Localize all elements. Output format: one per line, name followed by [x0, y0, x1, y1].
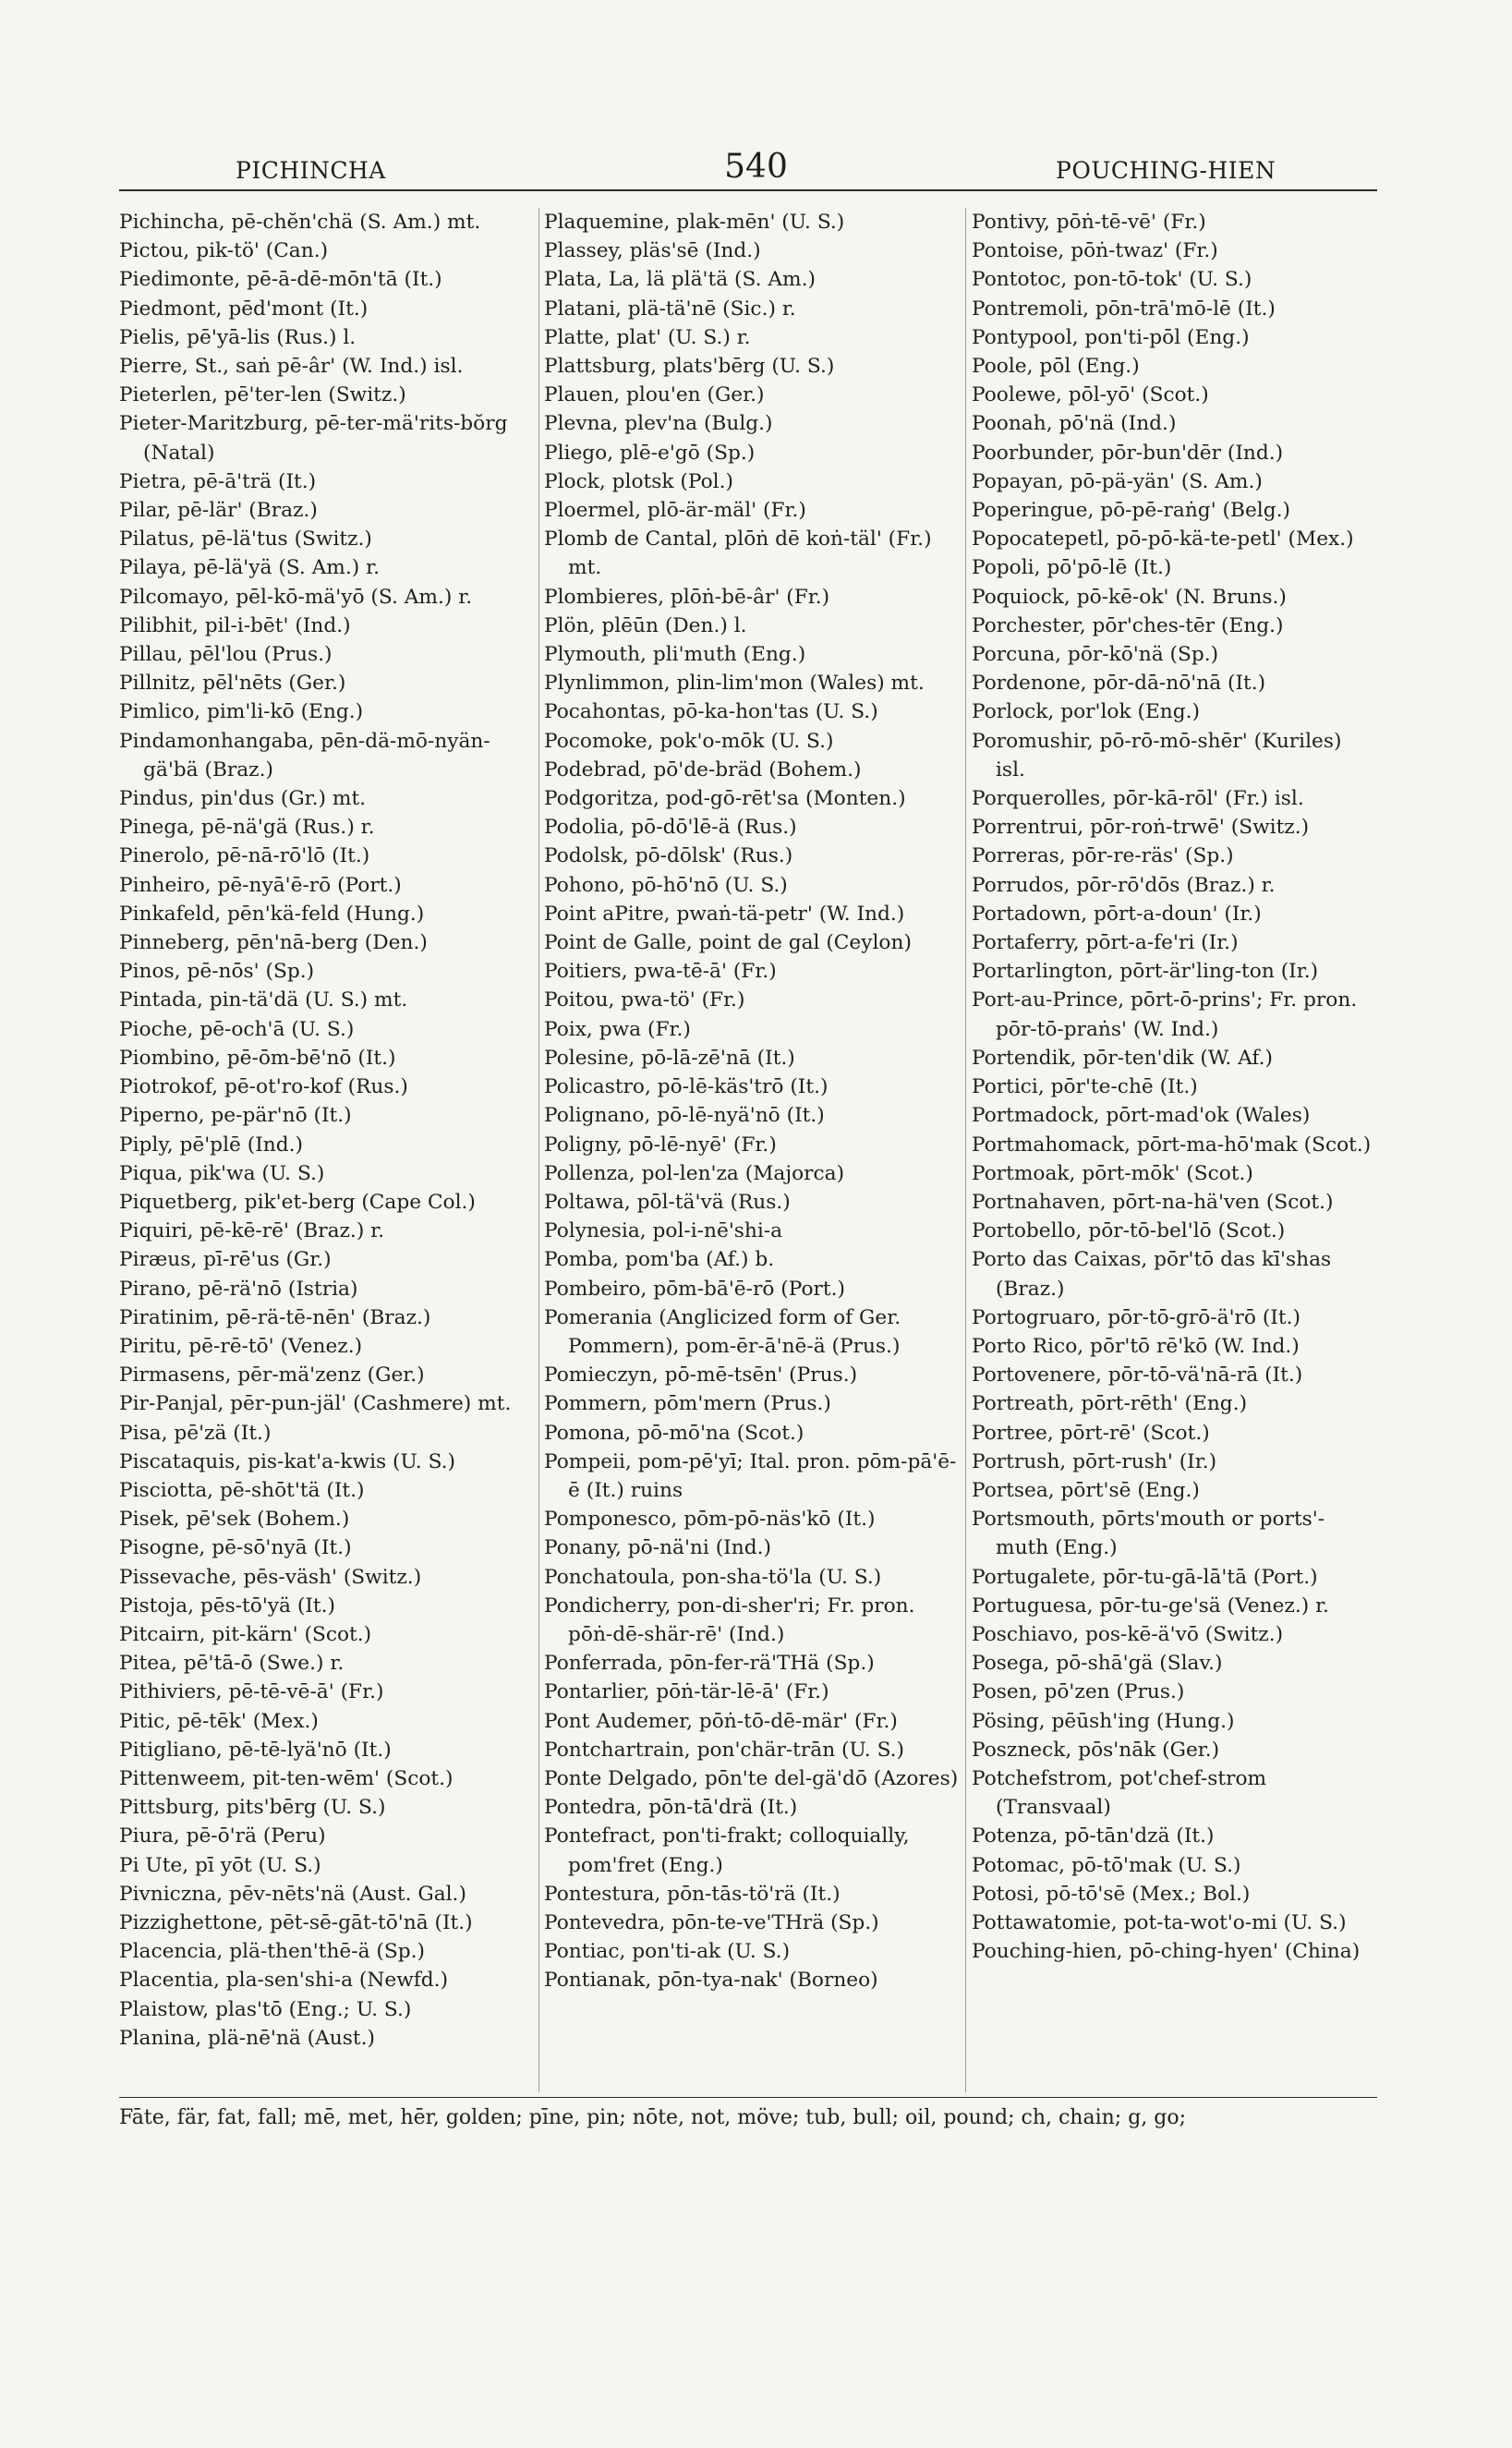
column-3 — [972, 208, 1375, 2092]
gazetteer-entry: Poitiers, pwa-tē-ā' (Fr.) — [544, 960, 777, 984]
gazetteer-entry: Portmahomack, pōrt-ma-hō'mak (Scot.) — [972, 1133, 1372, 1157]
gazetteer-entry: Portmadock, pōrt-mad'ok (Wales) — [972, 1104, 1311, 1128]
gazetteer-entry: Pintada, pin-tä'dä (U. S.) mt. — [119, 988, 408, 1012]
gazetteer-entry: Pillnitz, pēl'nēts (Ger.) — [119, 672, 346, 696]
gazetteer-entry: Pichincha, pē-chĕn'chä (S. Am.) mt. — [119, 211, 481, 234]
gazetteer-entry: Polignano, pō-lē-nyä'nō (It.) — [544, 1104, 825, 1128]
entry-columns — [119, 208, 1377, 2092]
gazetteer-entry: Pittsburg, pits'bērg (U. S.) — [119, 1796, 386, 1820]
gazetteer-entry: Poitou, pwa-tö' (Fr.) — [544, 988, 745, 1012]
gazetteer-entry: Pimlico, pim'li-kō (Eng.) — [119, 700, 364, 724]
gazetteer-entry: Pont Audemer, pōṅ-tō-dē-mär' (Fr.) — [544, 1709, 898, 1733]
gazetteer-entry: Pi Ute, pī yōt (U. S.) — [119, 1853, 321, 1877]
page-header — [0, 148, 1512, 194]
gazetteer-entry: Piura, pē-ō'rä (Peru) — [119, 1824, 326, 1848]
gazetteer-entry: Poschiavo, pos-kē-ä'vō (Switz.) — [972, 1622, 1284, 1646]
gazetteer-entry: Pietra, pē-ā'trä (It.) — [119, 469, 317, 493]
gazetteer-entry: Piscataquis, pis-kat'a-kwis (U. S.) — [119, 1449, 456, 1473]
gazetteer-entry: Pir-Panjal, pēr-pun-jäl' (Cashmere) mt. — [119, 1392, 512, 1416]
gazetteer-entry: Pirmasens, pēr-mä'zenz (Ger.) — [119, 1363, 425, 1388]
gazetteer-entry: Pissevache, pēs-väsh' (Switz.) — [119, 1565, 422, 1589]
gazetteer-entry: Pisogne, pē-sō'nyā (It.) — [119, 1536, 352, 1560]
gazetteer-entry: Poltawa, pōl-tä'vä (Rus.) — [544, 1190, 791, 1214]
gazetteer-entry: Pittenweem, pit-ten-wēm' (Scot.) — [119, 1766, 454, 1790]
gazetteer-entry: Ponany, pō-nä'ni (Ind.) — [544, 1536, 771, 1560]
gazetteer-entry: Pontianak, pōn-tya-nak' (Borneo) — [544, 1969, 878, 1993]
gazetteer-entry: Poquiock, pō-kē-ok' (N. Bruns.) — [972, 585, 1287, 609]
column-divider — [965, 208, 966, 2092]
gazetteer-entry: Ploermel, plō-är-mäl' (Fr.) — [544, 499, 806, 523]
gazetteer-entry: Porchester, pōr'ches-tēr (Eng.) — [972, 613, 1284, 637]
running-head-right: POUCHING-HIEN — [1056, 157, 1276, 184]
gazetteer-entry: Pisa, pē'zä (It.) — [119, 1421, 272, 1445]
gazetteer-entry: Porlock, por'lok (Eng.) — [972, 700, 1201, 724]
gazetteer-entry: Plön, plēūn (Den.) l. — [544, 613, 747, 637]
gazetteer-entry: Portsea, pōrt'sē (Eng.) — [972, 1478, 1200, 1502]
gazetteer-entry: Pommern, pōm'mern (Prus.) — [544, 1392, 831, 1416]
gazetteer-entry: Poszneck, pōs'nāk (Ger.) — [972, 1738, 1220, 1762]
page-number: 540 — [724, 148, 788, 186]
gazetteer-entry: Placencia, plä-then'thē-ä (Sp.) — [119, 1940, 425, 1964]
gazetteer-entry: Pösing, pēūsh'ing (Hung.) — [972, 1709, 1235, 1733]
gazetteer-entry: Pinheiro, pē-nyā'ē-rō (Port.) — [119, 873, 402, 897]
gazetteer-entry: Plaquemine, plak-mēn' (U. S.) — [544, 211, 845, 234]
gazetteer-entry: Potomac, pō-tō'mak (U. S.) — [972, 1853, 1241, 1877]
gazetteer-entry: Posega, pō-shā'gä (Slav.) — [972, 1652, 1223, 1676]
gazetteer-entry: Pohono, pō-hō'nō (U. S.) — [544, 873, 788, 897]
gazetteer-entry: Plaistow, plas'tō (Eng.; U. S.) — [119, 1997, 412, 2021]
gazetteer-entry: Pitea, pē'tā-ō (Swe.) r. — [119, 1652, 345, 1676]
gazetteer-entry: Ponchatoula, pon-sha-tö'la (U. S.) — [544, 1565, 882, 1589]
gazetteer-entry: Pinerolo, pē-nā-rō'lō (It.) — [119, 844, 370, 868]
gazetteer-entry: Pilar, pē-lär' (Braz.) — [119, 499, 318, 523]
gazetteer-entry: Portovenere, pōr-tō-vä'nā-rā (It.) — [972, 1363, 1303, 1388]
gazetteer-entry: Pillau, pēl'lou (Prus.) — [119, 643, 333, 667]
header-rule — [119, 189, 1377, 191]
gazetteer-entry: Piply, pē'plē (Ind.) — [119, 1133, 303, 1157]
gazetteer-entry: Plynlimmon, plin-lim'mon (Wales) mt. — [544, 672, 925, 696]
gazetteer-entry: Porrudos, pōr-rō'dōs (Braz.) r. — [972, 873, 1276, 897]
gazetteer-entry: Portrush, pōrt-rush' (Ir.) — [972, 1449, 1217, 1473]
gazetteer-entry: Potosi, pō-tō'sē (Mex.; Bol.) — [972, 1882, 1251, 1906]
gazetteer-entry: Podebrad, pō'de-bräd (Bohem.) — [544, 757, 862, 782]
gazetteer-entry: Plymouth, pli'muth (Eng.) — [544, 643, 806, 667]
gazetteer-entry: Piratinim, pē-rä-tē-nēn' (Braz.) — [119, 1305, 431, 1329]
gazetteer-entry: Pottawatomie, pot-ta-wot'o-mi (U. S.) — [972, 1910, 1347, 1934]
gazetteer-entry: Piqua, pik'wa (U. S.) — [119, 1161, 325, 1185]
gazetteer-entry: Portarlington, pōrt-är'ling-ton (Ir.) — [972, 960, 1319, 984]
pronunciation-key: Fāte, fär, fat, fall; mē, met, hēr, golden; pīne, pin; nōte, not, möve; tub, bull; oil, pound; ch, chain; g, go; — [119, 2106, 1187, 2129]
gazetteer-entry: Pierre, St., saṅ pē-âr' (W. Ind.) isl. — [119, 355, 464, 379]
gazetteer-entry: Pisciotta, pē-shōt'tä (It.) — [119, 1478, 365, 1502]
gazetteer-entry: Pistoja, pēs-tō'yä (It.) — [119, 1594, 335, 1618]
gazetteer-entry: Porquerolles, pōr-kā-rōl' (Fr.) isl. — [972, 787, 1304, 811]
gazetteer-entry: Plomb de Cantal, plōṅ dē koṅ-täl' (Fr.) mt. — [544, 527, 932, 580]
gazetteer-entry: Potenza, pō-tān'dzä (It.) — [972, 1824, 1215, 1848]
gazetteer-entry: Podgoritza, pod-gō-rēt'sa (Monten.) — [544, 787, 906, 811]
gazetteer-entry: Pocomoke, pok'o-mōk (U. S.) — [544, 729, 834, 753]
gazetteer-entry: Pirano, pē-rä'nō (Istria) — [119, 1277, 358, 1301]
gazetteer-entry: Portobello, pōr-tō-bel'lō (Scot.) — [972, 1219, 1286, 1243]
gazetteer-entry: Plassey, pläs'sē (Ind.) — [544, 239, 761, 263]
gazetteer-entry: Plevna, plev'na (Bulg.) — [544, 412, 773, 436]
gazetteer-entry: Polynesia, pol-i-nē'shi-a — [544, 1219, 783, 1243]
gazetteer-entry: Podolsk, pō-dōlsk' (Rus.) — [544, 844, 793, 868]
gazetteer-entry: Pontestura, pōn-tās-tö'rä (It.) — [544, 1882, 841, 1906]
gazetteer-entry: Piquetberg, pik'et-berg (Cape Col.) — [119, 1190, 476, 1214]
gazetteer-entry: Pitigliano, pē-tē-lyä'nō (It.) — [119, 1738, 392, 1762]
gazetteer-entry: Ponte Delgado, pōn'te del-gä'dō (Azores) — [544, 1766, 959, 1790]
gazetteer-entry: Popocatepetl, pō-pō-kä-te-petl' (Mex.) — [972, 527, 1354, 551]
gazetteer-entry: Pilatus, pē-lä'tus (Switz.) — [119, 527, 372, 551]
gazetteer-entry: Pilibhit, pil-i-bēt' (Ind.) — [119, 613, 351, 637]
gazetteer-entry: Placentia, pla-sen'shi-a (Newfd.) — [119, 1969, 449, 1993]
gazetteer-entry: Pomponesco, pōm-pō-näs'kō (It.) — [544, 1508, 876, 1532]
gazetteer-entry: Ponferrada, pōn-fer-rä'THä (Sp.) — [544, 1652, 875, 1676]
gazetteer-entry: Portree, pōrt-rē' (Scot.) — [972, 1421, 1210, 1445]
gazetteer-entry: Pontoise, pōṅ-twaz' (Fr.) — [972, 239, 1218, 263]
gazetteer-entry: Pontiac, pon'ti-ak (U. S.) — [544, 1940, 791, 1964]
gazetteer-entry: Pithiviers, pē-tē-vē-ā' (Fr.) — [119, 1680, 384, 1704]
gazetteer-entry: Pindus, pin'dus (Gr.) mt. — [119, 787, 367, 811]
gazetteer-entry: Piritu, pē-rē-tō' (Venez.) — [119, 1334, 363, 1358]
gazetteer-entry: Pontotoc, pon-tō-tok' (U. S.) — [972, 268, 1252, 292]
gazetteer-entry: Porcuna, pōr-kō'nä (Sp.) — [972, 643, 1219, 667]
gazetteer-entry: Poligny, pō-lē-nyē' (Fr.) — [544, 1133, 777, 1157]
gazetteer-entry: Pinneberg, pēn'nā-berg (Den.) — [119, 931, 428, 955]
gazetteer-entry: Portadown, pōrt-a-doun' (Ir.) — [972, 902, 1262, 926]
gazetteer-entry: Pomona, pō-mō'na (Scot.) — [544, 1421, 804, 1445]
gazetteer-entry: Poperingue, pō-pē-raṅg' (Belg.) — [972, 499, 1290, 523]
gazetteer-entry: Pindamonhangaba, pēn-dä-mō-nyän-gä'bä (Braz.) — [119, 729, 490, 782]
gazetteer-entry: Portendik, pōr-ten'dik (W. Af.) — [972, 1046, 1274, 1070]
gazetteer-entry: Popayan, pō-pä-yän' (S. Am.) — [972, 469, 1263, 493]
gazetteer-entry: Pizzighettone, pēt-sē-gāt-tō'nā (It.) — [119, 1910, 473, 1934]
gazetteer-entry: Pieterlen, pē'ter-len (Switz.) — [119, 383, 406, 407]
gazetteer-entry: Pombeiro, pōm-bā'ē-rō (Port.) — [544, 1277, 845, 1301]
gazetteer-entry: Popoli, pō'pō-lē (It.) — [972, 556, 1172, 580]
gazetteer-entry: Pioche, pē-och'ā (U. S.) — [119, 1017, 355, 1041]
gazetteer-entry: Portmoak, pōrt-mōk' (Scot.) — [972, 1161, 1253, 1185]
gazetteer-entry: Pompeii, pom-pē'yī; Ital. pron. pōm-pā'ē-ē (It.) ruins — [544, 1449, 957, 1502]
gazetteer-entry: Porto Rico, pōr'tō rē'kō (W. Ind.) — [972, 1334, 1300, 1358]
gazetteer-entry: Portuguesa, pōr-tu-ge'sä (Venez.) r. — [972, 1594, 1329, 1618]
gazetteer-entry: Portsmouth, pōrts'mouth or ports'-muth (Eng.) — [972, 1508, 1325, 1560]
gazetteer-entry: Pontevedra, pōn-te-ve'THrä (Sp.) — [544, 1910, 879, 1934]
gazetteer-entry: Portici, pōr'te-chē (It.) — [972, 1075, 1198, 1099]
gazetteer-entry: Plauen, plou'en (Ger.) — [544, 383, 765, 407]
gazetteer-entry: Polesine, pō-lā-zē'nā (It.) — [544, 1046, 795, 1070]
gazetteer-entry: Pouching-hien, pō-ching-hyen' (China) — [972, 1940, 1361, 1964]
gazetteer-entry: Plata, La, lä plä'tä (S. Am.) — [544, 268, 816, 292]
gazetteer-entry: Pisek, pē'sek (Bohem.) — [119, 1508, 350, 1532]
gazetteer-entry: Pontefract, pon'ti-frakt; colloquially, pom'fret (Eng.) — [544, 1824, 910, 1877]
gazetteer-entry: Piedimonte, pē-ā-dē-mōn'tā (It.) — [119, 268, 442, 292]
column-divider — [538, 208, 539, 2092]
gazetteer-entry: Pinega, pē-nä'gä (Rus.) r. — [119, 816, 375, 840]
gazetteer-entry: Portaferry, pōrt-a-fe'ri (Ir.) — [972, 931, 1239, 955]
gazetteer-entry: Pinos, pē-nōs' (Sp.) — [119, 960, 315, 984]
gazetteer-entry: Piotrokof, pē-ot'ro-kof (Rus.) — [119, 1075, 408, 1099]
gazetteer-entry: Porto das Caixas, pōr'tō das kī'shas (Braz.) — [972, 1248, 1332, 1301]
gazetteer-entry: Pollenza, pol-len'za (Majorca) — [544, 1161, 845, 1185]
gazetteer-entry: Poole, pōl (Eng.) — [972, 355, 1140, 379]
gazetteer-entry: Pontchartrain, pon'chär-trān (U. S.) — [544, 1738, 905, 1762]
gazetteer-entry: Pliego, plē-e'gō (Sp.) — [544, 441, 756, 465]
gazetteer-entry: Poromushir, pō-rō-mō-shēr' (Kuriles) isl. — [972, 729, 1342, 782]
gazetteer-entry: Portogruaro, pōr-tō-grō-ä'rō (It.) — [972, 1305, 1300, 1329]
gazetteer-entry: Poonah, pō'nä (Ind.) — [972, 412, 1177, 436]
gazetteer-entry: Planina, plä-nē'nä (Aust.) — [119, 2026, 375, 2050]
gazetteer-entry: Pontarlier, pōṅ-tär-lē-ā' (Fr.) — [544, 1680, 829, 1704]
gazetteer-entry: Poix, pwa (Fr.) — [544, 1017, 691, 1041]
gazetteer-entry: Piombino, pē-ōm-bē'nō (It.) — [119, 1046, 396, 1070]
gazetteer-entry: Platani, plä-tä'nē (Sic.) r. — [544, 297, 796, 321]
gazetteer-entry: Pinkafeld, pēn'kä-feld (Hung.) — [119, 902, 425, 926]
gazetteer-entry: Platte, plat' (U. S.) r. — [544, 325, 751, 349]
gazetteer-entry: Pordenone, pōr-dā-nō'nā (It.) — [972, 672, 1266, 696]
gazetteer-entry: Pomba, pom'ba (Af.) b. — [544, 1248, 775, 1272]
gazetteer-entry: Pomieczyn, pō-mē-tsēn' (Prus.) — [544, 1363, 858, 1388]
running-head-left: PICHINCHA — [236, 157, 386, 184]
gazetteer-entry: Plombieres, plōṅ-bē-âr' (Fr.) — [544, 585, 830, 609]
gazetteer-entry: Pontypool, pon'ti-pōl (Eng.) — [972, 325, 1250, 349]
gazetteer-entry: Plattsburg, plats'bērg (U. S.) — [544, 355, 835, 379]
gazetteer-entry: Point aPitre, pwaṅ-tä-petr' (W. Ind.) — [544, 902, 905, 926]
column-1 — [119, 208, 535, 2092]
gazetteer-entry: Pitic, pē-tēk' (Mex.) — [119, 1709, 319, 1733]
gazetteer-entry: Pontremoli, pōn-trā'mō-lē (It.) — [972, 297, 1276, 321]
gazetteer-entry: Policastro, pō-lē-käs'trō (It.) — [544, 1075, 829, 1099]
gazetteer-entry: Portnahaven, pōrt-na-hä'ven (Scot.) — [972, 1190, 1334, 1214]
gazetteer-entry: Port-au-Prince, pōrt-ō-prins'; Fr. pron. pōr-tō-praṅs' (W. Ind.) — [972, 988, 1358, 1041]
gazetteer-entry: Point de Galle, point de gal (Ceylon) — [544, 931, 912, 955]
gazetteer-entry: Piedmont, pēd'mont (It.) — [119, 297, 369, 321]
gazetteer-entry: Plock, plotsk (Pol.) — [544, 469, 733, 493]
footer-rule — [119, 2097, 1377, 2098]
column-2 — [544, 208, 960, 2092]
gazetteer-entry: Pontedra, pōn-tā'drä (It.) — [544, 1796, 798, 1820]
gazetteer-entry: Pictou, pik-tö' (Can.) — [119, 239, 329, 263]
gazetteer-entry: Potchefstrom, pot'chef-strom (Transvaal) — [972, 1766, 1267, 1820]
gazetteer-entry: Pontivy, pōṅ-tē-vē' (Fr.) — [972, 211, 1206, 234]
gazetteer-entry: Poorbunder, pōr-bun'dēr (Ind.) — [972, 441, 1284, 465]
gazetteer-entry: Pivniczna, pēv-nēts'nä (Aust. Gal.) — [119, 1882, 466, 1906]
gazetteer-entry: Pondicherry, pon-di-sher'ri; Fr. pron. pōṅ-dē-shär-rē' (Ind.) — [544, 1594, 915, 1646]
gazetteer-entry: Piræus, pī-rē'us (Gr.) — [119, 1248, 332, 1272]
gazetteer-entry: Piquiri, pē-kē-rē' (Braz.) r. — [119, 1219, 385, 1243]
gazetteer-entry: Porreras, pōr-re-räs' (Sp.) — [972, 844, 1234, 868]
gazetteer-entry: Piperno, pe-pär'nō (It.) — [119, 1104, 352, 1128]
gazetteer-entry: Porrentrui, pōr-roṅ-trwē' (Switz.) — [972, 816, 1310, 840]
gazetteer-entry: Portreath, pōrt-rēth' (Eng.) — [972, 1392, 1248, 1416]
gazetteer-entry: Pilaya, pē-lä'yä (S. Am.) r. — [119, 556, 380, 580]
gazetteer-entry: Podolia, pō-dō'lē-ä (Rus.) — [544, 816, 797, 840]
gazetteer-entry: Pitcairn, pit-kärn' (Scot.) — [119, 1622, 372, 1646]
gazetteer-entry: Portugalete, pōr-tu-gā-lā'tā (Port.) — [972, 1565, 1318, 1589]
gazetteer-entry: Pieter-Maritzburg, pē-ter-mä'rits-bŏrg (Natal) — [119, 412, 508, 465]
gazetteer-entry: Posen, pō'zen (Prus.) — [972, 1680, 1185, 1704]
gazetteer-entry: Pocahontas, pō-ka-hon'tas (U. S.) — [544, 700, 878, 724]
gazetteer-entry: Pilcomayo, pēl-kō-mä'yō (S. Am.) r. — [119, 585, 473, 609]
gazetteer-entry: Pomerania (Anglicized form of Ger. Pommern), pom-ēr-ā'nē-ä (Prus.) — [544, 1305, 901, 1358]
gazetteer-entry: Poolewe, pōl-yō' (Scot.) — [972, 383, 1209, 407]
gazetteer-entry: Pielis, pē'yā-lis (Rus.) l. — [119, 325, 357, 349]
